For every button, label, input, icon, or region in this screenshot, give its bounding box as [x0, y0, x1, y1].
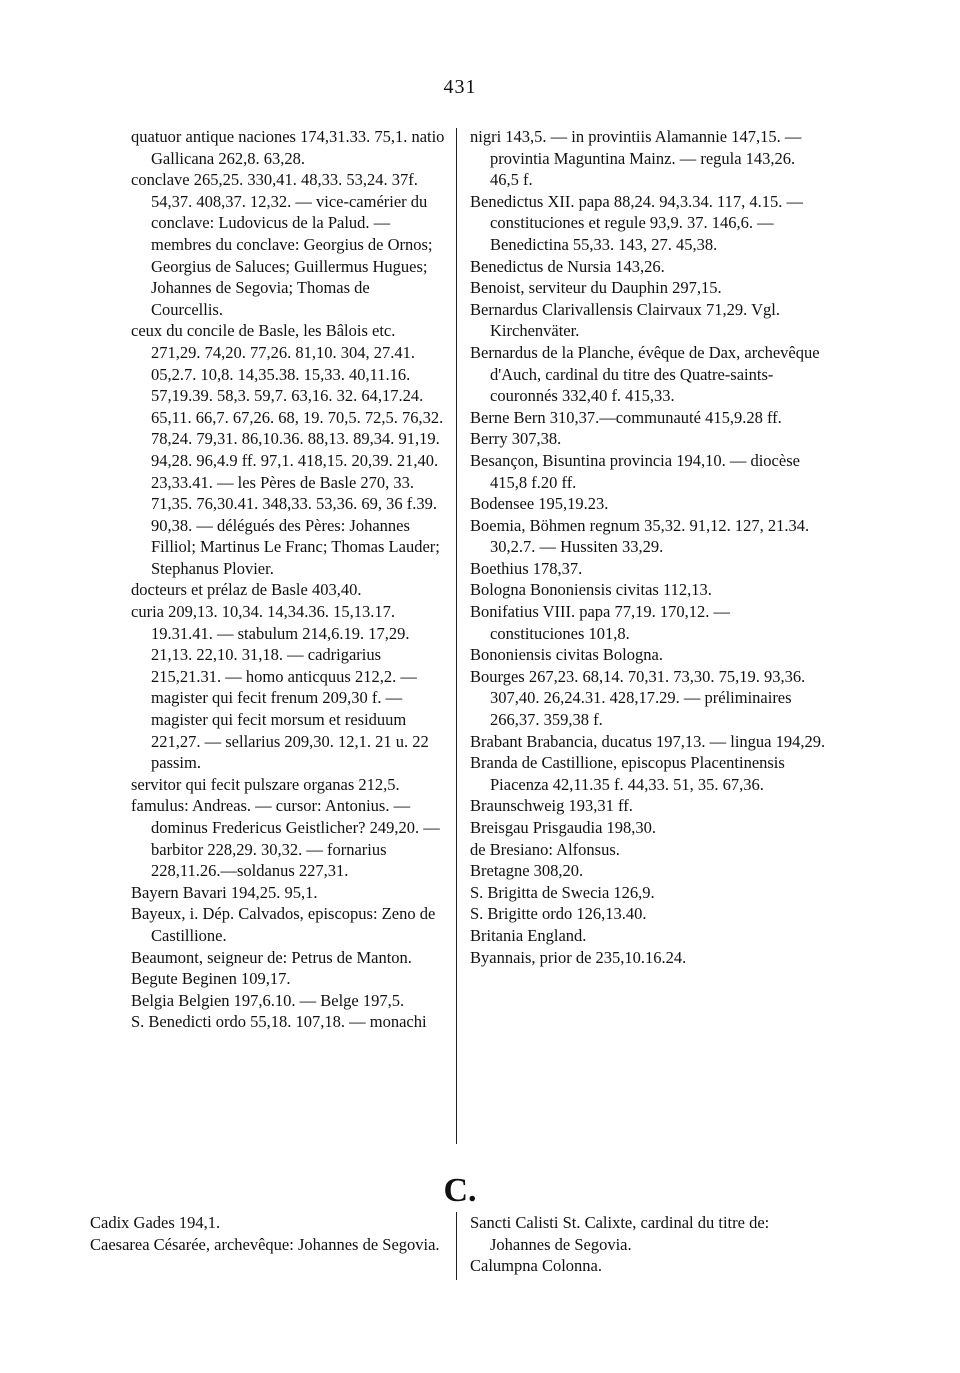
index-entry: Bodensee 195,19.23.	[470, 494, 609, 514]
index-column-top-left	[131, 126, 445, 1033]
section-heading: C.	[443, 1172, 477, 1209]
index-entry: Bernardus Clarivallensis Clairvaux 71,29. Vgl. Kirchenväter.	[470, 299, 780, 341]
index-entry: famulus: Andreas. — cursor: Antonius. — dominus Fredericus Geistlicher? 249,20. — barbitor 228,29. 30,32. — fornarius 228,11.26.—soldanus 227,31.	[131, 796, 440, 881]
index-entry: nigri 143,5. — in provintiis Alamannie 147,15. — provintia Maguntina Mainz. — regula 143,26. 46,5 f.	[470, 127, 802, 190]
index-entry: Besançon, Bisuntina provincia 194,10. — diocèse 415,8 f.20 ff.	[470, 450, 800, 492]
index-entry: de Bresiano: Alfonsus.	[470, 839, 620, 859]
index-entry: Caesarea Césarée, archevêque: Johannes de Segovia.	[90, 1234, 440, 1254]
index-entry: Bourges 267,23. 68,14. 70,31. 73,30. 75,19. 93,36. 307,40. 26,24.31. 428,17.29. — préliminaires 266,37. 359,38 f.	[470, 666, 806, 730]
index-entry: ceux du concile de Basle, les Bâlois etc. 271,29. 74,20. 77,26. 81,10. 304, 27.41. 05,2.7. 10,8. 14,35.38. 15,33. 40,11.16. 57,19.39. 58,3. 59,7. 63,16. 32. 64,17.24. 65,11. 66,7. 67,26. 68, 19. 70,5. 72,5. 76,32. 78,24. 79,31. 86,10.36. 88,13. 89,34. 91,19. 94,28. 96,4.9 ff. 97,1. 418,15. 20,39. 21,40. 23,33.41. — les Pères de Basle 270, 33. 71,35. 76,30.41. 348,33. 53,36. 69, 36 f.39. 90,38. — délégués des Pères: Johannes Filliol; Martinus Le Franc; Thomas Lauder; Stephanus Plovier.	[131, 321, 444, 578]
column-divider	[456, 128, 457, 1144]
index-entry: docteurs et prélaz de Basle 403,40.	[131, 580, 362, 600]
index-entry: curia 209,13. 10,34. 14,34.36. 15,13.17. 19.31.41. — stabulum 214,6.19. 17,29. 21,13. 22,10. 31,18. — cadrigarius 215,21.31. — homo anticquus 212,2. — magister qui fecit frenum 209,30 f. — magister qui fecit morsum et residuum 221,27. — sellarius 209,30. 12,1. 21 u. 22 passim.	[131, 602, 429, 773]
index-column-bottom-right	[470, 1212, 826, 1277]
index-entry: S. Brigitta de Swecia 126,9.	[470, 882, 655, 902]
index-entry: Branda de Castillione, episcopus Placentinensis Piacenza 42,11.35 f. 44,33. 51, 35. 67,36.	[470, 753, 785, 794]
index-entry: Benedictus XII. papa 88,24. 94,3.34. 117, 4.15. — constituciones et regule 93,9. 37. 146,6. — Benedictina 55,33. 143, 27. 45,38.	[470, 191, 804, 254]
index-entry: Boethius 178,37.	[470, 558, 583, 578]
index-entry: Braunschweig 193,31 ff.	[470, 796, 633, 816]
index-entry: Berne Bern 310,37.—communauté 415,9.28 ff.	[470, 407, 782, 427]
index-entry: S. Benedicti ordo 55,18. 107,18. — monachi	[131, 1012, 427, 1032]
index-entry: Bernardus de la Planche, évêque de Dax, archevêque d'Auch, cardinal du titre des Quatre-saints-couronnés 332,40 f. 415,33.	[470, 342, 820, 406]
index-entry: Bologna Bononiensis civitas 112,13.	[470, 580, 712, 600]
index-entry: Boemia, Böhmen regnum 35,32. 91,12. 127, 21.34. 30,2.7. — Hussiten 33,29.	[470, 515, 810, 557]
index-entry: Brabant Brabancia, ducatus 197,13. — lingua 194,29.	[470, 731, 826, 751]
index-entry: Bonifatius VIII. papa 77,19. 170,12. — constituciones 101,8.	[470, 602, 730, 643]
index-entry: Benedictus de Nursia 143,26.	[470, 256, 665, 276]
index-entry: Benoist, serviteur du Dauphin 297,15.	[470, 278, 722, 298]
index-entry: servitor qui fecit pulszare organas 212,5.	[131, 774, 400, 794]
index-entry: conclave 265,25. 330,41. 48,33. 53,24. 37f. 54,37. 408,37. 12,32. — vice-camérier du conclave: Ludovicus de la Palud. — membres du conclave: Georgius de Ornos; Georgius de Saluces; Guillermus Hugues; Johannes de Segovia; Thomas de Courcellis.	[131, 170, 433, 319]
index-entry: Calumpna Colonna.	[470, 1256, 602, 1276]
page-number: 431	[443, 76, 477, 98]
index-entry: Bayern Bavari 194,25. 95,1.	[131, 882, 318, 902]
index-entry: Britania England.	[470, 925, 587, 945]
index-entry: Bayeux, i. Dép. Calvados, episcopus: Zeno de Castillione.	[131, 904, 436, 945]
index-entry: Bononiensis civitas Bologna.	[470, 645, 663, 665]
index-entry: Beaumont, seigneur de: Petrus de Manton.	[131, 947, 412, 967]
index-entry: S. Brigitte ordo 126,13.40.	[470, 904, 647, 924]
index-column-top-right	[470, 126, 826, 968]
index-entry: Byannais, prior de 235,10.16.24.	[470, 947, 687, 967]
index-entry: Bretagne 308,20.	[470, 861, 584, 881]
index-entry: Breisgau Prisgaudia 198,30.	[470, 818, 657, 837]
index-entry: Sancti Calisti St. Calixte, cardinal du titre de: Johannes de Segovia.	[470, 1213, 770, 1254]
index-column-bottom-left	[90, 1212, 446, 1255]
index-entry: quatuor antique naciones 174,31.33. 75,1. natio Gallicana 262,8. 63,28.	[131, 127, 445, 168]
index-entry: Begute Beginen 109,17.	[131, 969, 291, 989]
index-entry: Cadix Gades 194,1.	[90, 1213, 221, 1232]
index-entry: Belgia Belgien 197,6.10. — Belge 197,5.	[131, 990, 405, 1010]
index-entry: Berry 307,38.	[470, 429, 562, 449]
column-divider	[456, 1212, 457, 1280]
